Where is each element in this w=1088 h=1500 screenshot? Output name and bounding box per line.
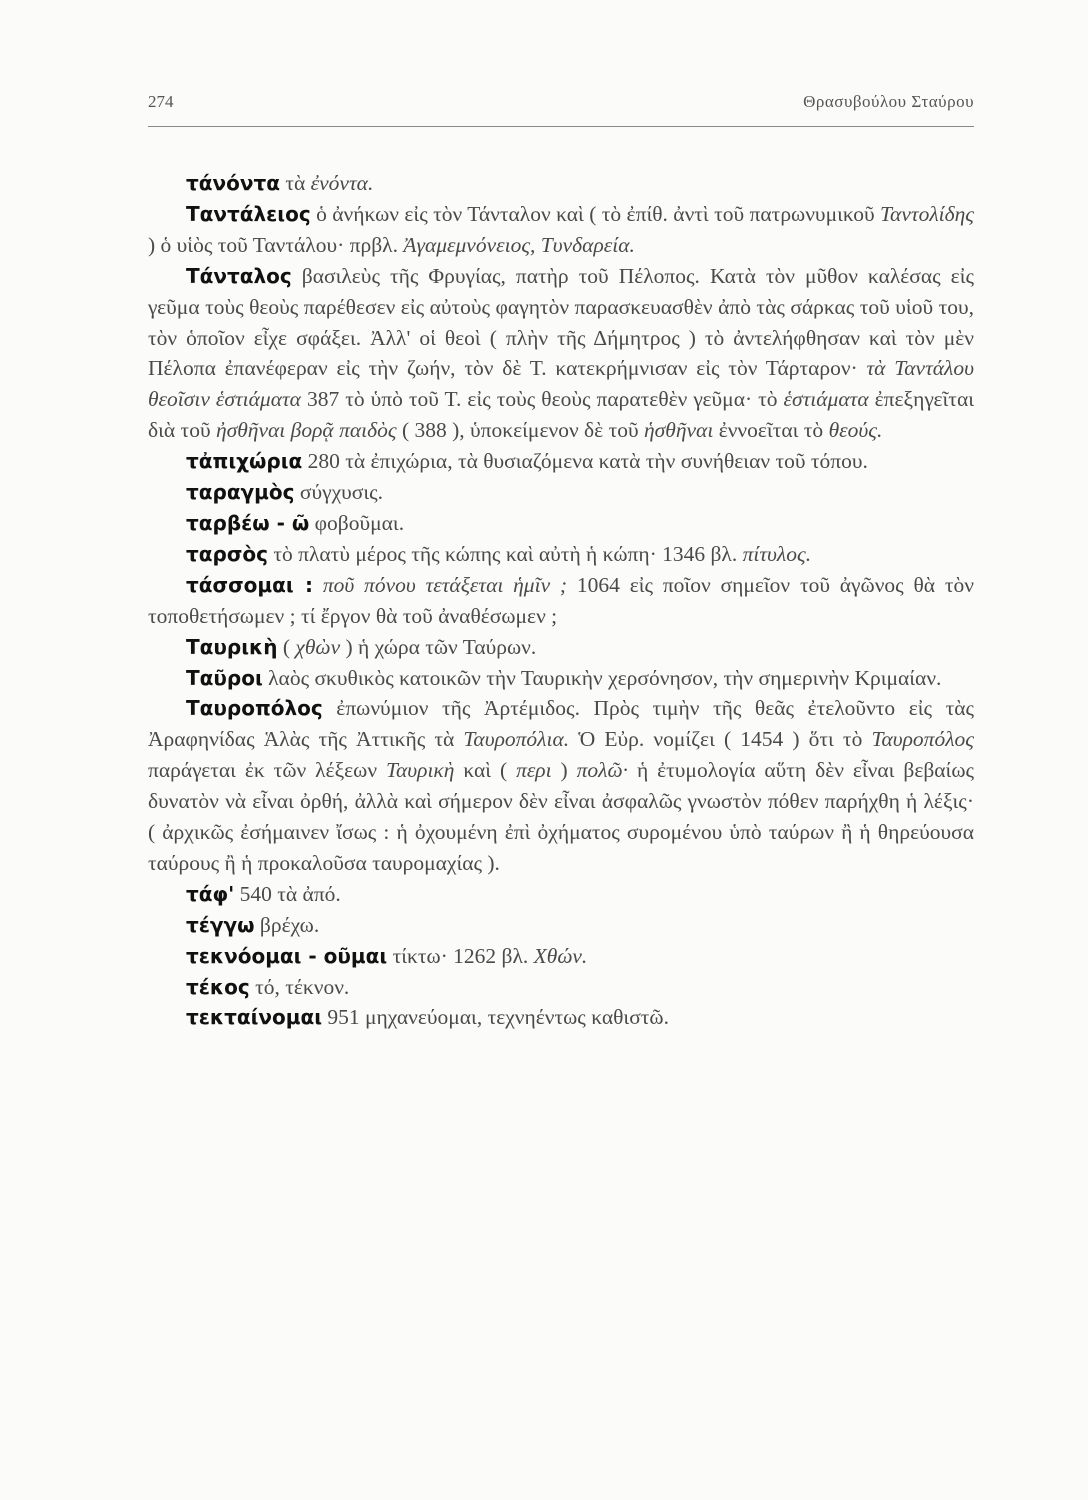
- definition-text: βασιλεὺς τῆς Φρυγίας, πατὴρ τοῦ Πέλοπος. Κατὰ τὸν μῦθον καλέσας εἰς γεῦμα τοὺς θεοὺς παρέθεσεν εἰς αὐτοὺς φαγητὸν παρασκευασθὲν ἀπὸ τὰς σάρκας τοῦ υἱοῦ του, τὸν ὁποῖον εἶχε σφάξει. Ἀλλ' οἱ θεοὶ ( πλὴν τῆς Δήμητρος ) τὸ ἀντελήφθησαν καὶ τὸν μὲν Πέλοπα ἐπανέφεραν εἰς τὴν ζωήν, τὸν δὲ Τ. κατεκρήμνισαν εἰς τὸν Τάρταρον·: [148, 263, 974, 381]
- definition-italic: περι: [516, 758, 552, 783]
- headword: ταρβέω - ῶ: [186, 510, 310, 535]
- headword: Τάνταλος: [186, 263, 292, 288]
- definition-text: 387 τὸ ὑπὸ τοῦ Τ. εἰς τοὺς θεοὺς παρατεθὲν γεῦμα· τὸ: [300, 387, 784, 412]
- definition-text: λαὸς σκυθικὸς κατοικῶν τὴν Ταυρικὴν χερσόνησον, τὴν σημερινὴν Κριμαίαν.: [262, 665, 942, 690]
- definition-text: φοβοῦμαι.: [309, 510, 405, 535]
- entry-taf: [148, 879, 974, 910]
- definition-text: ἐπεξηγεῖται διὰ τοῦ: [148, 387, 975, 443]
- definition-text: ) ὁ υἱὸς τοῦ Ταντάλου· πρβλ.: [148, 232, 404, 257]
- headword: τεκνόομαι - οῦμαι: [186, 943, 388, 968]
- entry-tektainomai: [148, 1002, 974, 1033]
- definition-text: ): [551, 758, 577, 783]
- definition-text: σύγχυσις.: [294, 480, 384, 505]
- entry-tekos: [148, 972, 974, 1003]
- entry-tarsos: [148, 539, 974, 570]
- headword: Ταυροπόλος: [186, 696, 323, 721]
- definition-italic: Ἀγαμεμνόνειος, Τυνδαρεία.: [403, 232, 635, 257]
- definition-italic: Ταυροπόλια.: [463, 727, 570, 752]
- definition-text: (: [277, 634, 296, 659]
- entry-taragmos: [148, 477, 974, 508]
- entry-tantalos: [148, 261, 974, 446]
- definition-italic: Ταυρικὴ: [385, 758, 455, 783]
- definition-italic: Ταντολίδης: [880, 201, 974, 226]
- entry-tengo: [148, 910, 974, 941]
- definition-italic: ἐνόντα.: [310, 171, 374, 195]
- page-header: [148, 92, 974, 122]
- definition-italic: ἡσθῆναι: [644, 418, 714, 443]
- definition-text: καὶ (: [454, 758, 517, 783]
- definition-text: βρέχω.: [254, 912, 320, 937]
- page-number: 274: [148, 92, 174, 111]
- headword: Ταντάλειος: [186, 201, 311, 226]
- headword: τεκταίνομαι: [186, 1005, 323, 1030]
- definition-italic: τὰ Ταντάλου θεοῖσιν ἑστιάματα: [148, 356, 974, 412]
- definition-italic: ἑστιάματα: [783, 387, 869, 412]
- headword: ταραγμὸς: [186, 480, 295, 505]
- definition-text: ) ἡ χώρα τῶν Ταύρων.: [340, 634, 537, 659]
- definition-italic: πολῶ·: [576, 758, 629, 783]
- definition-italic: Ταυροπόλος: [871, 727, 974, 752]
- entry-tanonta: [148, 168, 974, 199]
- definition-text: τό, τέκνον.: [249, 974, 350, 999]
- headword: ταρσὸς: [186, 541, 268, 566]
- definition-text: τὸ πλατὺ μέρος τῆς κώπης καὶ αὐτὴ ἡ κώπη· 1346 βλ.: [268, 541, 743, 566]
- entry-tantaleios: [148, 199, 974, 261]
- definition-italic: Χθών.: [533, 943, 588, 968]
- entry-tassomai: [148, 570, 974, 632]
- entry-tavropolos: [148, 693, 974, 878]
- definition-text: 1064 εἰς ποῖον σημεῖον τοῦ ἀγῶνος θὰ τὸν τοποθετήσωμεν ; τί ἔργον θὰ τοῦ ἀναθέσωμεν ;: [148, 572, 974, 628]
- definition-text: 540 τὰ ἀπό.: [234, 881, 341, 906]
- definition-text: 280 τὰ ἐπιχώρια, τὰ θυσιαζόμενα κατὰ τὴν συνήθειαν τοῦ τόπου.: [302, 449, 868, 474]
- headword: τἀπιχώρια: [186, 449, 303, 474]
- headword: τάσσομαι :: [186, 572, 314, 597]
- definition-text: τὰ: [280, 171, 311, 195]
- definition-italic: ἠσθῆναι βορᾷ παιδὸς: [215, 418, 397, 443]
- definition-text: ἐπωνύμιον τῆς Ἀρτέμιδος. Πρὸς τιμὴν τῆς θεᾶς ἐτελοῦντο εἰς τὰς Ἀραφηνίδας Ἁλὰς τῆς Ἀττικῆς τὰ: [148, 696, 974, 752]
- dictionary-body: [148, 168, 974, 1033]
- entry-tavroi: [148, 663, 974, 694]
- header-rule: [148, 126, 974, 127]
- definition-italic: πίτυλος.: [742, 541, 812, 566]
- definition-text: [313, 573, 323, 597]
- definition-italic: θεούς.: [828, 418, 883, 443]
- headword: τάφ': [186, 881, 235, 906]
- definition-text: 951 μηχανεύομαι, τεχνηέντως καθιστῶ.: [322, 1005, 669, 1030]
- definition-italic: χθὼν: [295, 634, 341, 659]
- headword: τέκος: [186, 974, 250, 999]
- headword: τάνόντα: [186, 171, 280, 195]
- headword: τέγγω: [186, 912, 255, 937]
- entry-teknoomai: [148, 941, 974, 972]
- definition-italic: ποῦ πόνου τετάξεται ἡμῖν ;: [322, 572, 568, 597]
- definition-text: ( 388 ), ὑποκείμενον δὲ τοῦ: [396, 418, 644, 443]
- definition-text: ἡ ἐτυμολογία αὕτη δὲν εἶναι βεβαίως δυνατὸν νὰ εἶναι ὀρθή, ἀλλὰ καὶ σήμερον δὲν εἶναι ἀσφαλῶς γνωστὸν πόθεν παρήχθη ἡ λέξις· ( ἀρχικῶς ἐσήμαινεν ἴσως : ἡ ὀχουμένη ἐπὶ ὀχήματος συρομένου ὑπὸ ταύρων ἢ ἡ θηρεύουσα ταύρους ἢ ἡ προκαλοῦσα ταυρομαχίας ).: [148, 758, 974, 875]
- definition-text: Ὁ Εὐρ. νομίζει ( 1454 ) ὅτι τὸ: [569, 727, 872, 752]
- definition-text: παράγεται ἐκ τῶν λέξεων: [148, 758, 386, 783]
- running-title: Θρασυβούλου Σταύρου: [803, 92, 974, 111]
- entry-tapichoria: [148, 446, 974, 477]
- definition-text: ἐννοεῖται τὸ: [713, 418, 829, 443]
- definition-text: ὁ ἀνήκων εἰς τὸν Τάνταλον καὶ ( τὸ ἐπίθ. ἀντὶ τοῦ πατρωνυμικοῦ: [310, 201, 881, 226]
- headword: Ταῦροι: [186, 665, 263, 690]
- entry-tarveo: [148, 508, 974, 539]
- entry-tavriki: [148, 632, 974, 663]
- headword: Ταυρικὴ: [186, 634, 278, 659]
- definition-text: τίκτω· 1262 βλ.: [387, 943, 534, 968]
